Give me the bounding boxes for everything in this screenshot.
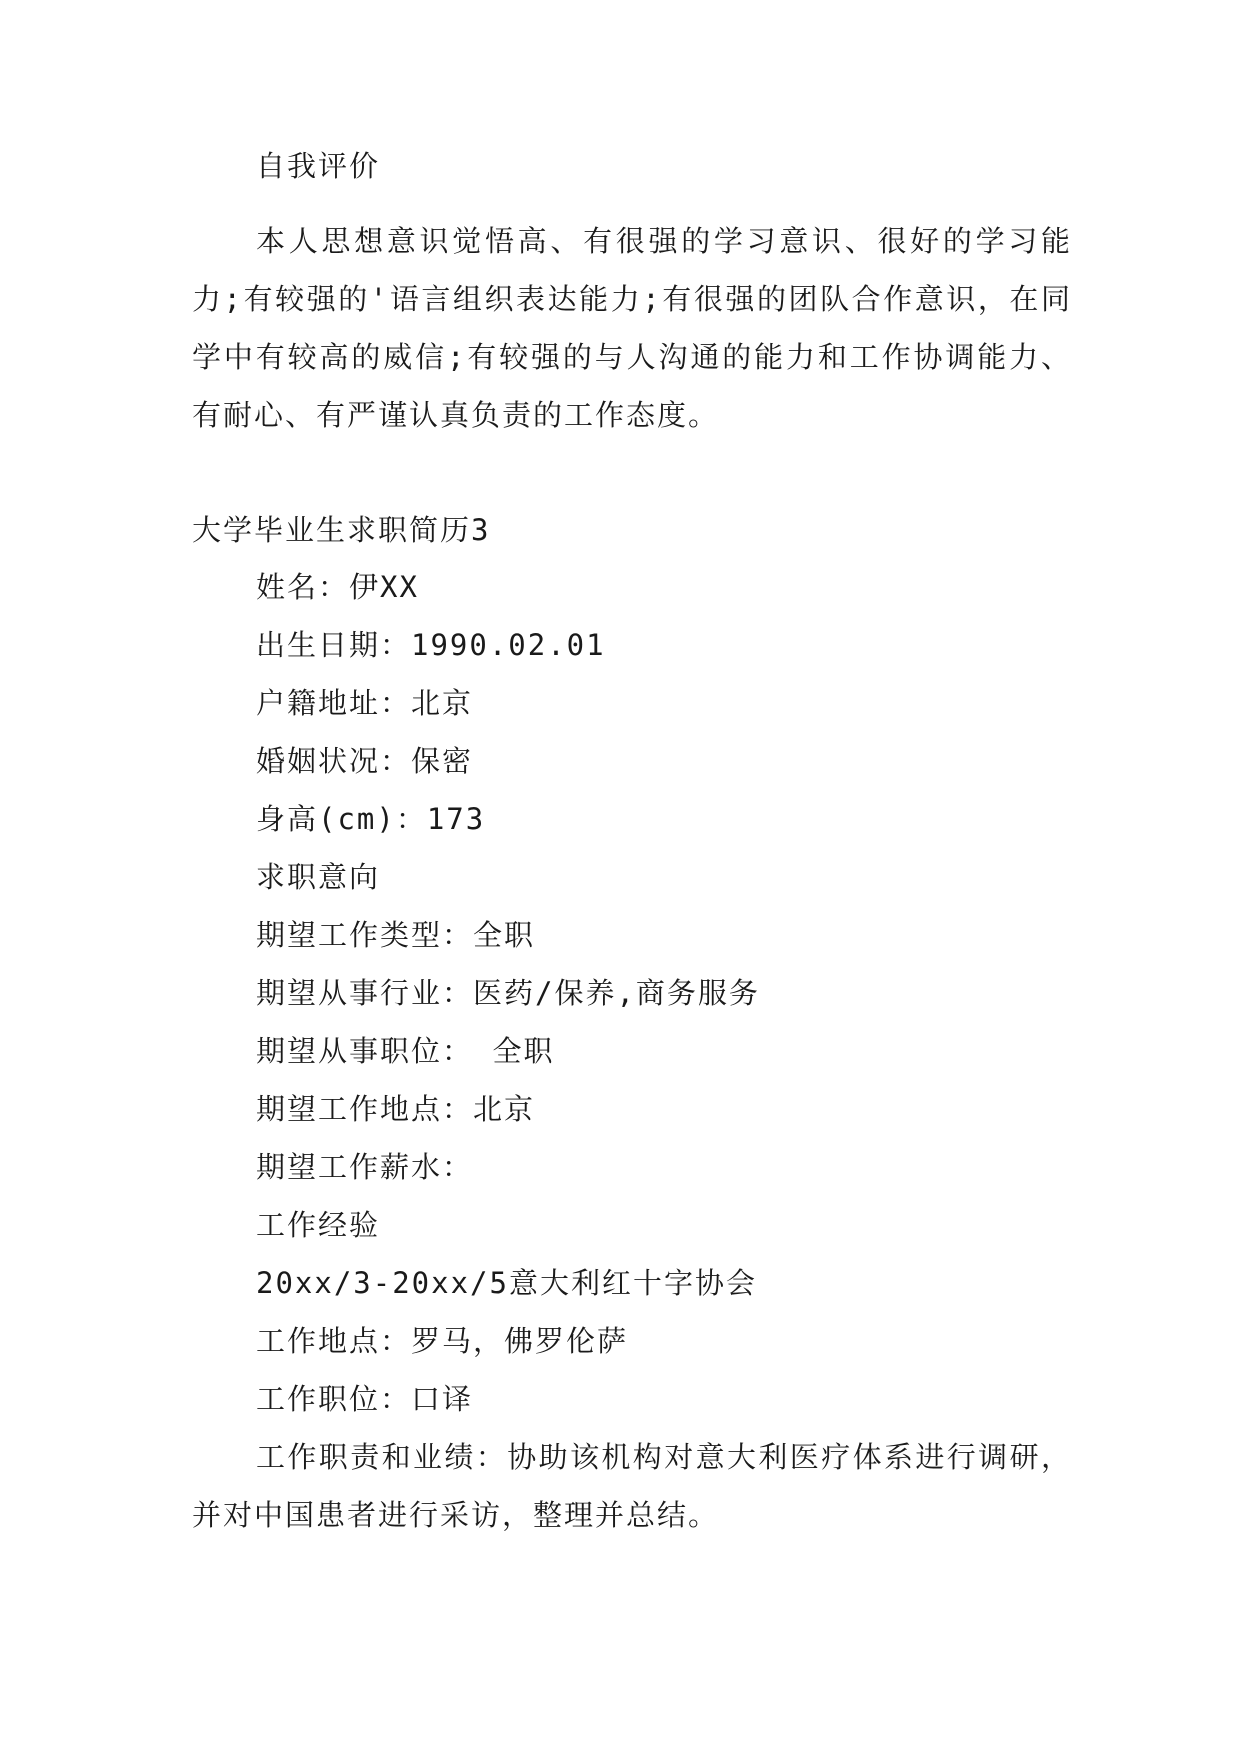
work-place-field: 工作地点：罗马，佛罗伦萨 [256, 1324, 629, 1358]
job-type-field: 期望工作类型：全职 [256, 918, 536, 952]
resume-title: 大学毕业生求职简历3 [192, 513, 491, 547]
height-field: 身高(cm)：173 [256, 802, 486, 836]
work-role-field: 工作职位：口译 [256, 1382, 474, 1416]
work-duties-field: 工作职责和业绩：协助该机构对意大利医疗体系进行调研，并对中国患者进行采访，整理并总结。 [192, 1440, 1072, 1532]
marital-field: 婚姻状况：保密 [256, 744, 474, 778]
location-field: 期望工作地点：北京 [256, 1092, 536, 1126]
birth-field: 出生日期：1990.02.01 [256, 628, 606, 662]
position-field: 期望从事职位： 全职 [256, 1034, 555, 1068]
self-eval-heading: 自我评价 [256, 149, 381, 183]
experience-heading: 工作经验 [256, 1208, 381, 1242]
experience-period: 20xx/3-20xx/5意大利红十字协会 [256, 1266, 757, 1300]
intention-heading: 求职意向 [256, 860, 381, 894]
salary-field: 期望工作薪水： [256, 1150, 474, 1184]
name-field: 姓名：伊XX [256, 570, 419, 604]
hukou-field: 户籍地址：北京 [256, 686, 474, 720]
industry-field: 期望从事行业：医药/保养,商务服务 [256, 976, 760, 1010]
self-eval-body: 本人思想意识觉悟高、有很强的学习意识、很好的学习能力;有较强的'语言组织表达能力;有很强的团队合作意识，在同学中有较高的威信;有较强的与人沟通的能力和工作协调能力、有耐心、有严谨认真负责的工作态度。 [192, 224, 1072, 432]
